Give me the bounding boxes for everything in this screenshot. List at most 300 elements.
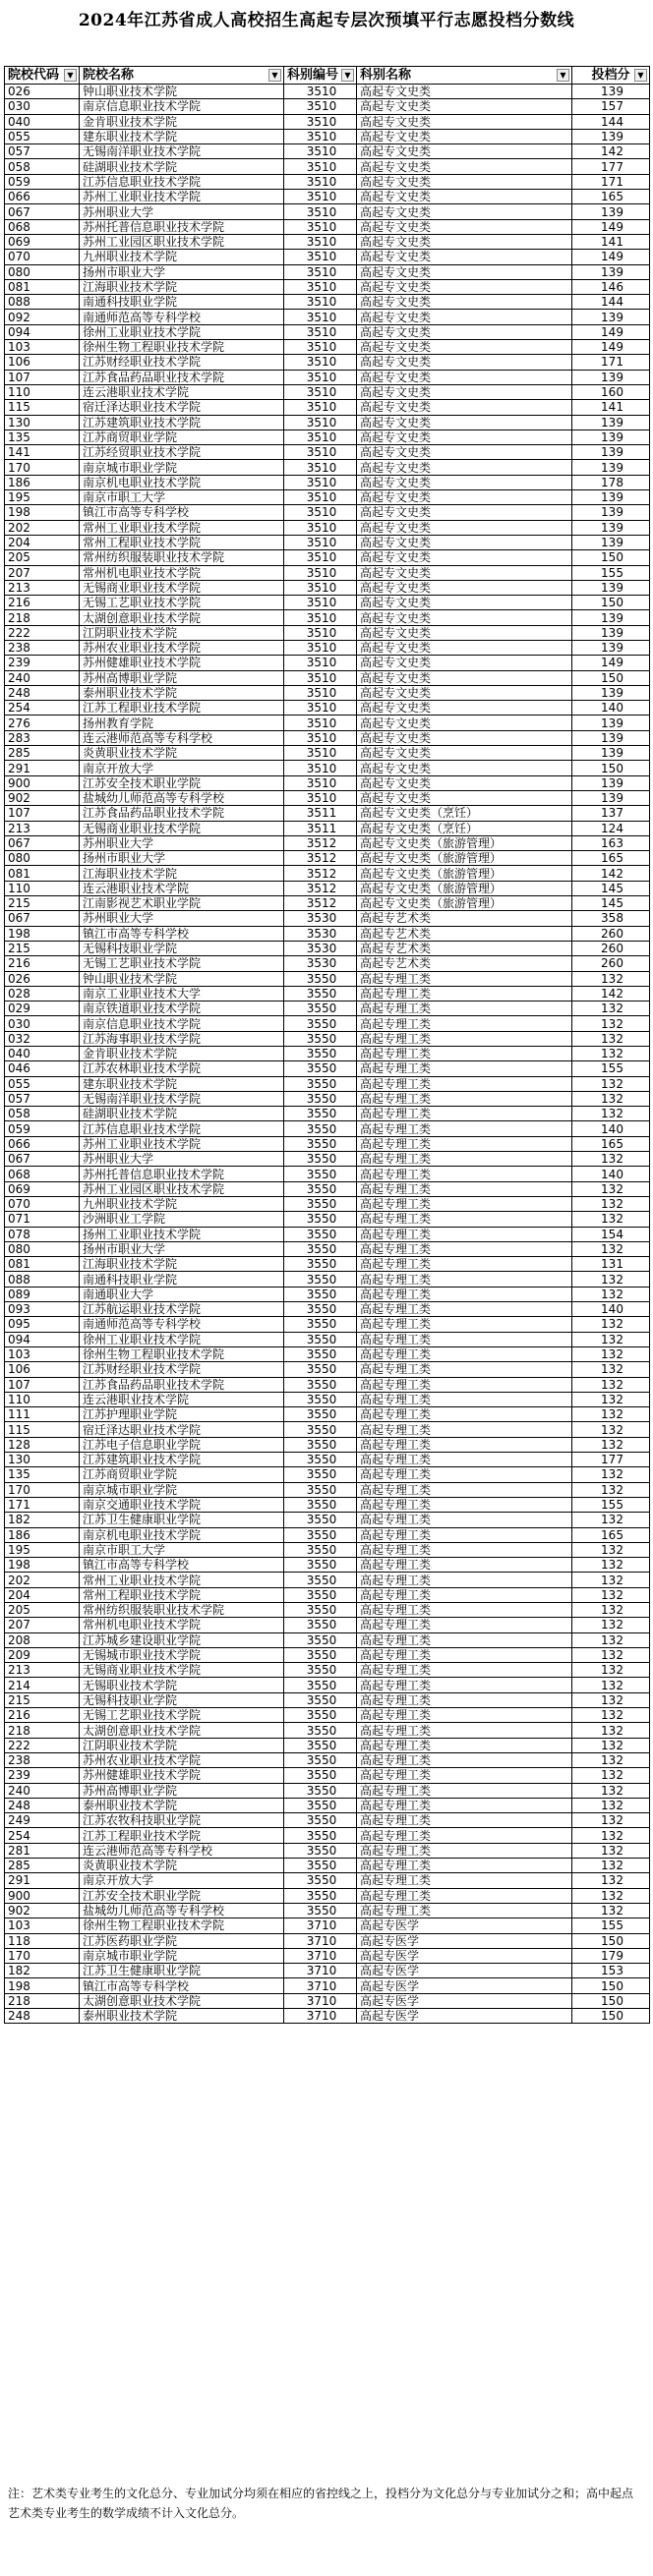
cell-subject-code: 3510: [284, 355, 357, 370]
cell-subject-name: 高起专理工类: [357, 1542, 572, 1557]
table-row: [5, 1076, 650, 1091]
cell-subject-code: 3510: [284, 429, 357, 444]
cell-subject-name: 高起专理工类: [357, 1859, 572, 1873]
cell-subject-name: 高起专理工类: [357, 1407, 572, 1422]
cell-subject-name: 高起专医学: [357, 2009, 572, 2024]
cell-subject-name: 高起专文史类: [357, 775, 572, 790]
cell-school-code: 110: [5, 384, 80, 399]
cell-subject-code: 3550: [284, 1527, 357, 1542]
cell-school-name: 南通科技职业学院: [80, 1272, 284, 1287]
cell-subject-code: 3550: [284, 1016, 357, 1031]
cell-score: 139: [572, 505, 650, 520]
cell-score: 144: [572, 114, 650, 129]
cell-school-name: 扬州市职业大学: [80, 1241, 284, 1256]
cell-score: 260: [572, 941, 650, 955]
cell-score: 132: [572, 1407, 650, 1422]
cell-school-name: 南京机电职业技术学院: [80, 475, 284, 489]
cell-school-name: 南京机电职业技术学院: [80, 1527, 284, 1542]
cell-school-name: 苏州职业大学: [80, 1152, 284, 1167]
filter-dropdown-icon[interactable]: ▼: [268, 69, 281, 82]
table-row: [5, 1587, 650, 1602]
cell-subject-name: 高起专理工类: [357, 1272, 572, 1287]
cell-subject-name: 高起专文史类: [357, 625, 572, 640]
cell-subject-code: 3550: [284, 1602, 357, 1617]
cell-subject-name: 高起专理工类: [357, 1903, 572, 1918]
cell-school-name: 宿迁泽达职业技术学院: [80, 1422, 284, 1437]
cell-subject-code: 3550: [284, 1362, 357, 1377]
cell-score: 132: [572, 1241, 650, 1256]
cell-subject-name: 高起专艺术类: [357, 941, 572, 955]
table-row: [5, 1903, 650, 1918]
cell-school-name: 江苏城乡建设职业学院: [80, 1632, 284, 1647]
cell-subject-name: 高起专文史类: [357, 114, 572, 129]
cell-subject-code: 3510: [284, 565, 357, 580]
cell-score: 178: [572, 475, 650, 489]
cell-subject-name: 高起专理工类: [357, 1152, 572, 1167]
cell-subject-code: 3710: [284, 1978, 357, 1993]
cell-score: 132: [572, 1768, 650, 1783]
cell-subject-code: 3530: [284, 941, 357, 955]
table-row: [5, 640, 650, 655]
table-row: [5, 625, 650, 640]
cell-school-code: 291: [5, 1873, 80, 1888]
cell-score: 139: [572, 580, 650, 595]
footnote: 注：艺术类专业考生的文化总分、专业加试分均须在相应的省控线之上，投档分为文化总分与专业加试分之和；高中起点艺术类专业考生的数学成绩不计入文化总分。: [8, 2487, 634, 2520]
table-row: [5, 1437, 650, 1452]
cell-score: 132: [572, 1212, 650, 1227]
cell-school-code: 107: [5, 1377, 80, 1392]
cell-school-code: 080: [5, 851, 80, 866]
cell-subject-code: 3510: [284, 701, 357, 716]
cell-school-code: 254: [5, 1828, 80, 1843]
cell-score: 150: [572, 1993, 650, 2008]
filter-dropdown-icon[interactable]: ▼: [64, 69, 77, 82]
cell-school-code: 170: [5, 1948, 80, 1963]
cell-school-name: 江苏护理职业学院: [80, 1407, 284, 1422]
cell-school-name: 江苏信息职业技术学院: [80, 174, 284, 189]
cell-school-name: 江苏财经职业技术学院: [80, 1362, 284, 1377]
cell-subject-name: 高起专理工类: [357, 1392, 572, 1406]
cell-score: 149: [572, 340, 650, 355]
cell-school-code: 066: [5, 190, 80, 204]
table-row: [5, 580, 650, 595]
cell-school-code: 032: [5, 1031, 80, 1046]
cell-school-code: 094: [5, 1332, 80, 1346]
table-row: [5, 1212, 650, 1227]
cell-score: 139: [572, 610, 650, 625]
cell-score: 140: [572, 701, 650, 716]
cell-score: 141: [572, 234, 650, 249]
cell-school-code: 080: [5, 1241, 80, 1256]
cell-school-name: 九州职业技术学院: [80, 1196, 284, 1211]
cell-school-code: 182: [5, 1513, 80, 1527]
table-row: [5, 550, 650, 565]
cell-subject-name: 高起专理工类: [357, 1167, 572, 1181]
table-row: [5, 730, 650, 745]
table-row: [5, 114, 650, 129]
table-row: [5, 1888, 650, 1903]
cell-score: 132: [572, 1859, 650, 1873]
cell-school-code: 239: [5, 1768, 80, 1783]
cell-school-name: 苏州高博职业学院: [80, 1783, 284, 1798]
cell-subject-code: 3710: [284, 1948, 357, 1963]
cell-subject-name: 高起专文史类: [357, 535, 572, 549]
cell-score: 260: [572, 956, 650, 971]
cell-school-code: 204: [5, 1587, 80, 1602]
table-row: [5, 219, 650, 234]
cell-school-name: 江苏卫生健康职业学院: [80, 1964, 284, 1978]
cell-school-name: 江阴职业技术学院: [80, 625, 284, 640]
cell-school-code: 900: [5, 1888, 80, 1903]
cell-subject-code: 3550: [284, 1618, 357, 1632]
cell-score: 154: [572, 1227, 650, 1241]
cell-school-code: 103: [5, 1918, 80, 1933]
table-row: [5, 1933, 650, 1948]
cell-subject-name: 高起专理工类: [357, 1513, 572, 1527]
cell-subject-name: 高起专文史类: [357, 204, 572, 219]
header-score[interactable]: 投档分 ▼: [572, 67, 650, 85]
header-school-name[interactable]: 院校名称 ▼: [80, 67, 284, 85]
cell-subject-name: 高起专理工类: [357, 1497, 572, 1512]
cell-school-code: 026: [5, 85, 80, 99]
table-row: [5, 475, 650, 489]
cell-score: 139: [572, 775, 650, 790]
cell-school-code: 213: [5, 580, 80, 595]
table-row: [5, 1783, 650, 1798]
cell-school-name: 镇江市高等专科学校: [80, 1558, 284, 1573]
cell-score: 140: [572, 1121, 650, 1136]
table-row: [5, 204, 650, 219]
cell-school-code: 094: [5, 324, 80, 339]
cell-school-name: 江苏安全技术职业学院: [80, 775, 284, 790]
cell-subject-code: 3550: [284, 1257, 357, 1272]
cell-subject-code: 3510: [284, 475, 357, 489]
table-row: [5, 1708, 650, 1723]
cell-school-code: 040: [5, 114, 80, 129]
cell-score: 132: [572, 1752, 650, 1767]
cell-score: 132: [572, 1196, 650, 1211]
cell-school-name: 南通师范高等专科学校: [80, 1317, 284, 1332]
cell-subject-name: 高起专理工类: [357, 1738, 572, 1752]
cell-school-code: 078: [5, 1227, 80, 1241]
cell-school-code: 281: [5, 1843, 80, 1858]
cell-subject-name: 高起专文史类: [357, 190, 572, 204]
cell-subject-name: 高起专医学: [357, 1964, 572, 1978]
cell-subject-code: 3550: [284, 1573, 357, 1587]
cell-subject-code: 3512: [284, 851, 357, 866]
cell-school-name: 南京城市职业学院: [80, 460, 284, 475]
cell-school-code: 198: [5, 1558, 80, 1573]
table-row: [5, 851, 650, 866]
cell-subject-code: 3530: [284, 911, 357, 926]
cell-score: 132: [572, 1016, 650, 1031]
cell-subject-name: 高起专理工类: [357, 1241, 572, 1256]
cell-score: 139: [572, 746, 650, 761]
cell-subject-name: 高起专文史类: [357, 129, 572, 143]
cell-school-code: 067: [5, 835, 80, 850]
cell-subject-name: 高起专理工类: [357, 1723, 572, 1738]
cell-score: 149: [572, 656, 650, 670]
cell-school-name: 连云港师范高等专科学校: [80, 730, 284, 745]
cell-school-code: 106: [5, 1362, 80, 1377]
cell-school-code: 209: [5, 1647, 80, 1662]
table-row: [5, 429, 650, 444]
cell-school-code: 135: [5, 429, 80, 444]
cell-score: 132: [572, 1738, 650, 1752]
table-row: [5, 1272, 650, 1287]
cell-school-code: 283: [5, 730, 80, 745]
cell-school-code: 248: [5, 685, 80, 700]
cell-school-name: 苏州职业大学: [80, 835, 284, 850]
cell-score: 140: [572, 1302, 650, 1317]
cell-school-name: 无锡工艺职业技术学院: [80, 1708, 284, 1723]
cell-subject-code: 3550: [284, 1843, 357, 1858]
cell-school-code: 239: [5, 656, 80, 670]
cell-subject-code: 3510: [284, 730, 357, 745]
cell-subject-name: 高起专理工类: [357, 1346, 572, 1361]
cell-score: 132: [572, 1272, 650, 1287]
table-row: [5, 190, 650, 204]
table-row: [5, 1993, 650, 2008]
table-row: [5, 1332, 650, 1346]
cell-school-code: 205: [5, 1602, 80, 1617]
table-row: [5, 685, 650, 700]
cell-school-name: 钟山职业技术学院: [80, 971, 284, 986]
cell-school-name: 无锡南洋职业技术学院: [80, 1091, 284, 1106]
cell-subject-code: 3510: [284, 384, 357, 399]
cell-subject-name: 高起专文史类: [357, 340, 572, 355]
cell-school-name: 九州职业技术学院: [80, 250, 284, 264]
cell-school-code: 198: [5, 1978, 80, 1993]
cell-subject-name: 高起专理工类: [357, 1527, 572, 1542]
cell-school-name: 江苏农牧科技职业学院: [80, 1813, 284, 1828]
cell-school-code: 216: [5, 596, 80, 610]
cell-score: 132: [572, 1467, 650, 1482]
cell-subject-code: 3710: [284, 1918, 357, 1933]
cell-subject-name: 高起专理工类: [357, 1783, 572, 1798]
cell-score: 260: [572, 926, 650, 941]
cell-school-name: 无锡城市职业技术学院: [80, 1647, 284, 1662]
cell-subject-name: 高起专文史类: [357, 490, 572, 505]
table-row: [5, 490, 650, 505]
cell-score: 165: [572, 1527, 650, 1542]
cell-subject-code: 3510: [284, 204, 357, 219]
table-row: [5, 790, 650, 805]
cell-school-name: 江苏农林职业技术学院: [80, 1061, 284, 1076]
cell-subject-code: 3550: [284, 1708, 357, 1723]
cell-subject-name: 高起专文史类: [357, 670, 572, 685]
cell-subject-name: 高起专理工类: [357, 1302, 572, 1317]
cell-score: 149: [572, 324, 650, 339]
cell-subject-name: 高起专理工类: [357, 1573, 572, 1587]
cell-subject-name: 高起专文史类: [357, 505, 572, 520]
cell-score: 139: [572, 790, 650, 805]
cell-subject-name: 高起专理工类: [357, 1362, 572, 1377]
cell-subject-code: 3550: [284, 1002, 357, 1016]
table-row: [5, 1422, 650, 1437]
cell-school-name: 扬州工业职业技术学院: [80, 1227, 284, 1241]
cell-subject-code: 3510: [284, 550, 357, 565]
table-row: [5, 1467, 650, 1482]
table-row: [5, 505, 650, 520]
cell-subject-code: 3510: [284, 99, 357, 114]
cell-subject-code: 3550: [284, 1392, 357, 1406]
cell-school-code: 902: [5, 790, 80, 805]
cell-school-name: 苏州农业职业技术学院: [80, 1752, 284, 1767]
cell-school-name: 苏州工业园区职业技术学院: [80, 234, 284, 249]
cell-score: 153: [572, 1964, 650, 1978]
cell-score: 150: [572, 670, 650, 685]
cell-score: 132: [572, 1783, 650, 1798]
page-title: 2024年江苏省成人高校招生高起专层次预填平行志愿投档分数线: [78, 11, 575, 30]
cell-subject-name: 高起专文史类: [357, 730, 572, 745]
cell-school-code: 195: [5, 490, 80, 505]
cell-subject-code: 3510: [284, 746, 357, 761]
cell-score: 132: [572, 1828, 650, 1843]
cell-subject-name: 高起专理工类: [357, 1031, 572, 1046]
cell-school-code: 218: [5, 1723, 80, 1738]
table-row: [5, 85, 650, 99]
cell-subject-code: 3512: [284, 866, 357, 881]
header-subject-name[interactable]: 科别名称 ▼: [357, 67, 572, 85]
cell-school-name: 江苏商贸职业学院: [80, 429, 284, 444]
cell-school-code: 240: [5, 670, 80, 685]
header-subject-code[interactable]: 科别编号 ▼: [284, 67, 357, 85]
cell-school-name: 镇江市高等专科学校: [80, 926, 284, 941]
table-row: [5, 1317, 650, 1332]
cell-school-code: 066: [5, 1136, 80, 1151]
cell-score: 132: [572, 1602, 650, 1617]
cell-school-code: 071: [5, 1212, 80, 1227]
cell-subject-code: 3510: [284, 505, 357, 520]
filter-dropdown-icon[interactable]: ▼: [634, 69, 647, 82]
cell-subject-code: 3710: [284, 1964, 357, 1978]
table-row: [5, 1678, 650, 1692]
cell-subject-name: 高起专理工类: [357, 1076, 572, 1091]
cell-score: 146: [572, 279, 650, 294]
cell-school-code: 058: [5, 1107, 80, 1121]
cell-subject-code: 3510: [284, 460, 357, 475]
cell-score: 139: [572, 490, 650, 505]
header-school-code[interactable]: 院校代码 ▼: [5, 67, 80, 85]
cell-subject-code: 3510: [284, 415, 357, 429]
cell-school-name: 江苏经贸职业技术学院: [80, 445, 284, 460]
cell-subject-name: 高起专理工类: [357, 1647, 572, 1662]
cell-school-code: 128: [5, 1437, 80, 1452]
table-row: [5, 1978, 650, 1993]
cell-subject-code: 3550: [284, 1332, 357, 1346]
header-row: [5, 67, 650, 85]
cell-school-code: 059: [5, 1121, 80, 1136]
cell-school-name: 连云港职业技术学院: [80, 881, 284, 895]
cell-subject-code: 3510: [284, 324, 357, 339]
cell-subject-name: 高起专理工类: [357, 1873, 572, 1888]
cell-school-code: 291: [5, 761, 80, 775]
cell-school-name: 南京城市职业学院: [80, 1948, 284, 1963]
cell-school-name: 南通职业大学: [80, 1287, 284, 1301]
cell-subject-code: 3550: [284, 1181, 357, 1196]
table-row: [5, 1196, 650, 1211]
cell-school-code: 285: [5, 746, 80, 761]
table-row: [5, 1738, 650, 1752]
cell-subject-code: 3550: [284, 1903, 357, 1918]
cell-subject-name: 高起专文史类: [357, 310, 572, 324]
table-row: [5, 1918, 650, 1933]
cell-school-code: 115: [5, 1422, 80, 1437]
cell-score: 139: [572, 429, 650, 444]
table-row: [5, 835, 650, 850]
table-row: [5, 1602, 650, 1617]
cell-subject-code: 3510: [284, 340, 357, 355]
cell-subject-name: 高起专文史类: [357, 550, 572, 565]
cell-school-code: 213: [5, 1663, 80, 1678]
table-row: [5, 1287, 650, 1301]
cell-subject-code: 3510: [284, 400, 357, 415]
cell-subject-code: 3550: [284, 1302, 357, 1317]
table-row: [5, 610, 650, 625]
cell-subject-code: 3550: [284, 1272, 357, 1287]
cell-subject-name: 高起专文史类: [357, 85, 572, 99]
cell-school-code: 205: [5, 550, 80, 565]
cell-school-name: 沙洲职业工学院: [80, 1212, 284, 1227]
cell-school-code: 215: [5, 1692, 80, 1707]
table-row: [5, 775, 650, 790]
cell-subject-code: 3530: [284, 926, 357, 941]
table-row: [5, 1527, 650, 1542]
cell-school-code: 068: [5, 1167, 80, 1181]
cell-school-name: 金肯职业技术学院: [80, 1047, 284, 1061]
cell-subject-name: 高起专理工类: [357, 1602, 572, 1617]
cell-subject-name: 高起专文史类: [357, 429, 572, 444]
cell-score: 132: [572, 1031, 650, 1046]
cell-subject-name: 高起专文史类: [357, 355, 572, 370]
cell-school-code: 029: [5, 1002, 80, 1016]
cell-subject-code: 3550: [284, 986, 357, 1001]
cell-subject-name: 高起专文史类: [357, 761, 572, 775]
cell-school-code: 026: [5, 971, 80, 986]
cell-subject-code: 3550: [284, 1482, 357, 1497]
cell-school-code: 170: [5, 1482, 80, 1497]
filter-dropdown-icon[interactable]: ▼: [557, 69, 569, 82]
cell-subject-code: 3510: [284, 144, 357, 159]
table-row: [5, 1107, 650, 1121]
cell-score: 139: [572, 535, 650, 549]
cell-score: 132: [572, 1573, 650, 1587]
cell-school-name: 江苏财经职业技术学院: [80, 355, 284, 370]
cell-score: 139: [572, 204, 650, 219]
cell-score: 155: [572, 1061, 650, 1076]
table-row: [5, 340, 650, 355]
cell-subject-name: 高起专理工类: [357, 1618, 572, 1632]
cell-school-code: 069: [5, 1181, 80, 1196]
cell-score: 139: [572, 415, 650, 429]
table-row: [5, 926, 650, 941]
cell-score: 132: [572, 1482, 650, 1497]
cell-school-name: 江苏食品药品职业技术学院: [80, 806, 284, 821]
table-row: [5, 144, 650, 159]
cell-subject-name: 高起专文史类: [357, 400, 572, 415]
cell-subject-code: 3510: [284, 535, 357, 549]
filter-dropdown-icon[interactable]: ▼: [341, 69, 354, 82]
cell-subject-name: 高起专文史类: [357, 159, 572, 174]
cell-subject-code: 3510: [284, 625, 357, 640]
cell-school-code: 069: [5, 234, 80, 249]
table-row: [5, 1873, 650, 1888]
cell-school-name: 镇江市高等专科学校: [80, 1978, 284, 1993]
table-row: [5, 324, 650, 339]
table-row: [5, 941, 650, 955]
table-row: [5, 596, 650, 610]
